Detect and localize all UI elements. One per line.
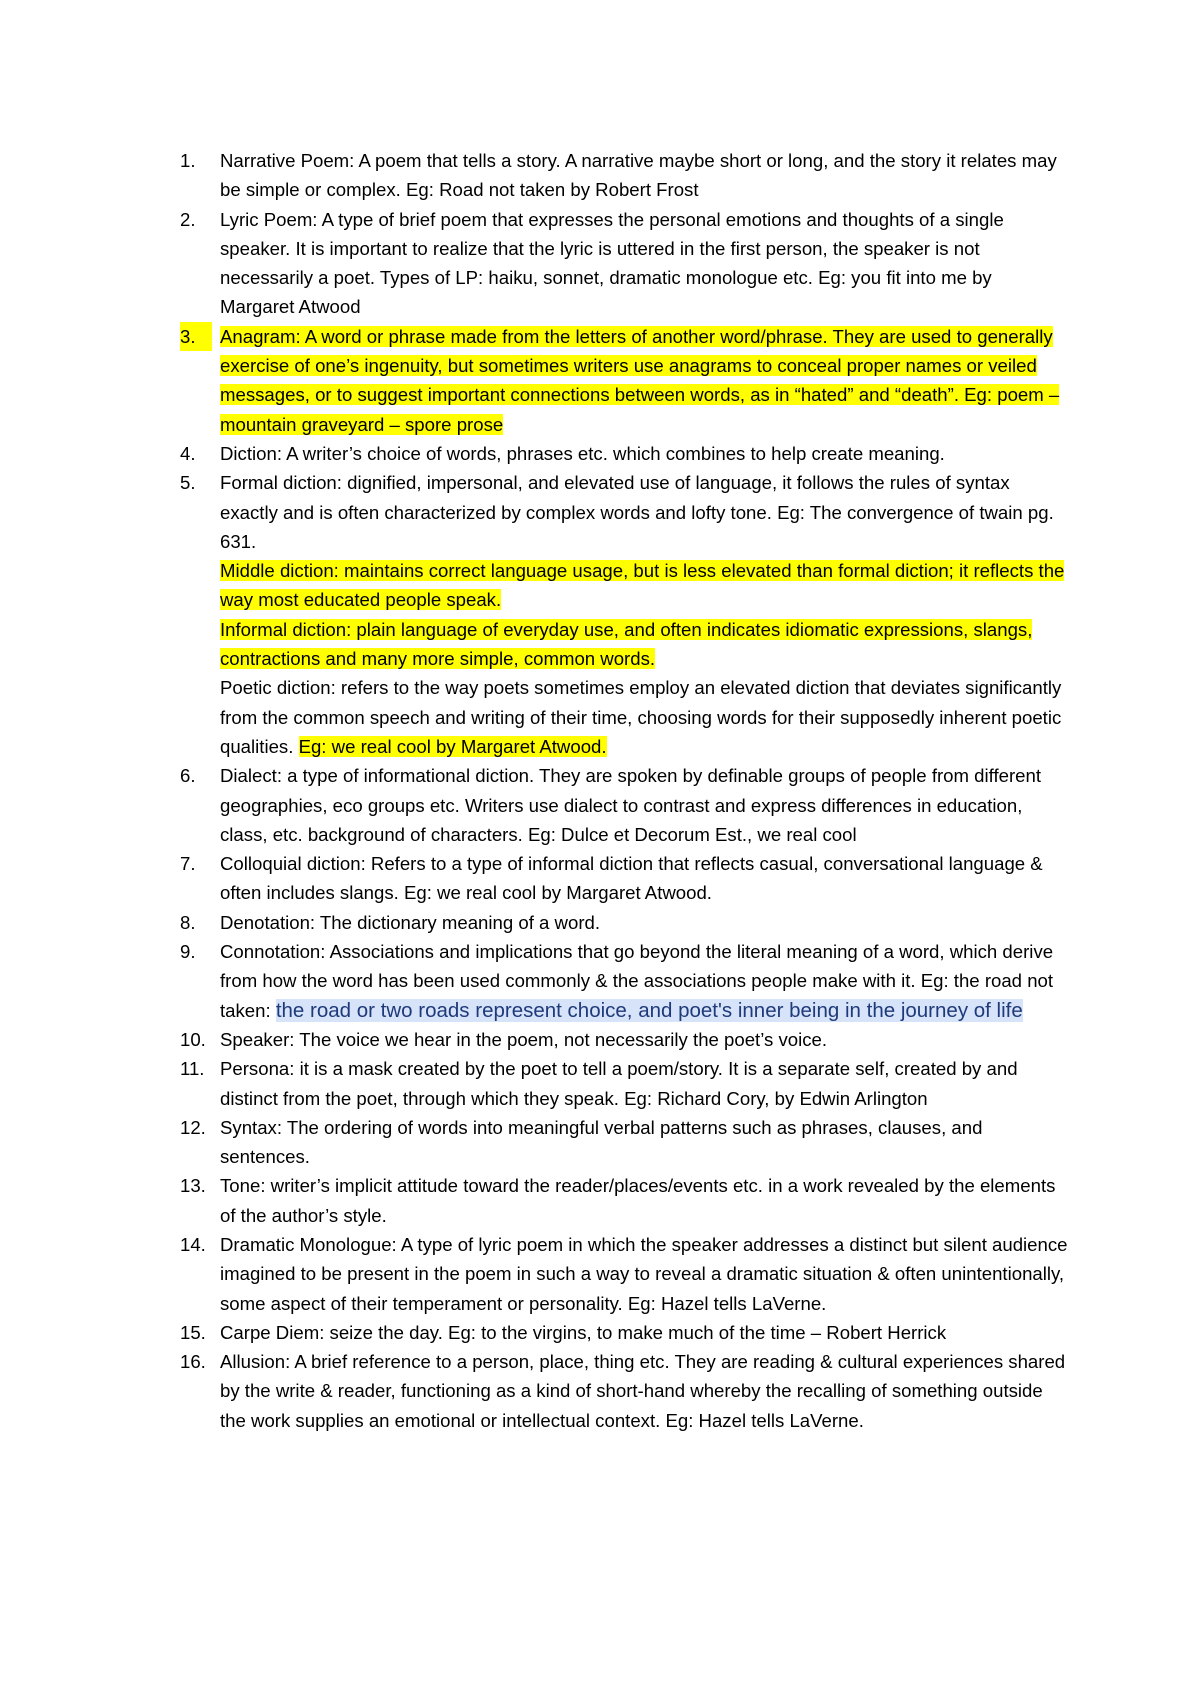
item-number: 9. [180,941,196,963]
item-number: 5. [180,472,196,494]
item-number: 8. [180,911,196,933]
item-number: 13. [180,1175,206,1197]
highlighted-text: Anagram: A word or phrase made from the letters of another word/phrase. They are used to generally exercise of one’s ingenuity, but sometimes writers use anagrams to conceal proper names or veiled messages, or to suggest important connections between words, as in “hated” and “death”. Eg: poem – mountain graveyard – spore prose [220,325,1060,435]
list-item [180,761,1070,849]
item-text: Tone: writer’s implicit attitude toward the reader/places/events etc. in a work revealed by the elements of the author’s style. [220,1175,1056,1226]
item-text: Denotation: The dictionary meaning of a word. [220,911,601,933]
list-item-connotation [180,937,1070,1025]
list-item [180,1054,1070,1113]
blue-highlighted-note: the road or two roads represent choice, and poet's inner being in the journey of life [275,998,1023,1022]
item-number: 1. [180,150,196,171]
poetic-diction-text: Poetic diction: refers to the way poets sometimes employ an elevated diction that deviates significantly from the common speech and writing of their time, choosing words for their supposedly inherent poetic qualities. [220,677,1062,757]
item-text: Syntax: The ordering of words into meaningful verbal patterns such as phrases, clauses, and sentences. [220,1116,983,1168]
item-number: 16. [180,1351,206,1373]
item-number: 10. [180,1028,206,1050]
list-item [180,1171,1070,1230]
list-item [180,146,1070,205]
item-text: Carpe Diem: seize the day. Eg: to the virgins, to make much of the time – Robert Herrick [220,1321,947,1343]
item-text: Dramatic Monologue: A type of lyric poem in which the speaker addresses a distinct but silent audience imagined to be present in the poem in such a way to reveal a dramatic situation & often unintentionally, some aspect of their temperament or personality. Eg: Hazel tells LaVerne. [220,1233,1068,1314]
list-item [180,849,1070,908]
item-number: 14. [180,1233,206,1255]
list-item [180,1025,1070,1054]
list-item [180,439,1070,468]
list-item [180,1318,1070,1347]
list-item [180,908,1070,937]
item-text: Narrative Poem: A poem that tells a story. A narrative maybe short or long, and the story it relates may be simple or complex. Eg: Road not taken by Robert Frost [220,150,1057,201]
item-text: Persona: it is a mask created by the poet to tell a poem/story. It is a separate self, created by and distinct from the poet, through which they speak. Eg: Richard Cory, by Edwin Arlington [220,1058,1018,1109]
list-item [180,1347,1070,1435]
poetic-diction-example: Eg: we real cool by Margaret Atwood. [298,735,607,757]
formal-diction-text: Formal diction: dignified, impersonal, and elevated use of language, it follows the rules of syntax exactly and is often characterized by complex words and lofty tone. Eg: The convergence of twain pg. 631. [220,472,1054,552]
list-item-highlighted [180,322,1070,439]
item-text: Dialect: a type of informational diction. They are spoken by definable groups of people from different geographies, eco groups etc. Writers use dialect to contrast and express differences in education, class, etc. background of characters. Eg: Dulce et Decorum Est., we real cool [220,765,1042,845]
list-item [180,205,1070,322]
item-text: Speaker: The voice we hear in the poem, not necessarily the poet’s voice. [220,1028,828,1050]
list-item-diction [180,468,1070,761]
item-text: Connotation: Associations and implications that go beyond the literal meaning of a word, which derive from how the word has been used commonly & the associations people make with it. Eg: the road not taken: [220,941,1054,1021]
item-text: Lyric Poem: A type of brief poem that expresses the personal emotions and thoughts of a single speaker. It is important to realize that the lyric is uttered in the first person, the speaker is not necessarily a poet. Types of LP: haiku, sonnet, dramatic monologue etc. Eg: you fit into me by Margaret Atwood [220,208,1004,318]
item-text: Colloquial diction: Refers to a type of informal diction that reflects casual, conversational language & often includes slangs. Eg: we real cool by Margaret Atwood. [220,853,1043,904]
item-text: Allusion: A brief reference to a person, place, thing etc. They are reading & cultural experiences shared by the write & reader, functioning as a kind of short-hand whereby the recalling of something outside the work supplies an emotional or intellectual context. Eg: Hazel tells LaVerne. [220,1351,1066,1431]
list-item [180,1113,1070,1172]
glossary-list [180,146,1070,1435]
item-number: 3. [180,322,212,351]
item-number: 7. [180,853,196,875]
item-number: 12. [180,1116,206,1138]
item-number: 4. [180,442,196,464]
middle-diction-text: Middle diction: maintains correct language usage, but is less elevated than formal diction; it reflects the way most educated people speak. [220,560,1065,611]
item-text: Diction: A writer’s choice of words, phrases etc. which combines to help create meaning. [220,442,945,464]
item-number: 6. [180,765,196,787]
item-number: 11. [180,1058,205,1080]
item-number: 2. [180,208,196,230]
item-number: 15. [180,1321,206,1343]
list-item [180,1230,1070,1318]
informal-diction-text: Informal diction: plain language of everyday use, and often indicates idiomatic expressions, slangs, contractions and many more simple, common words. [220,618,1033,670]
